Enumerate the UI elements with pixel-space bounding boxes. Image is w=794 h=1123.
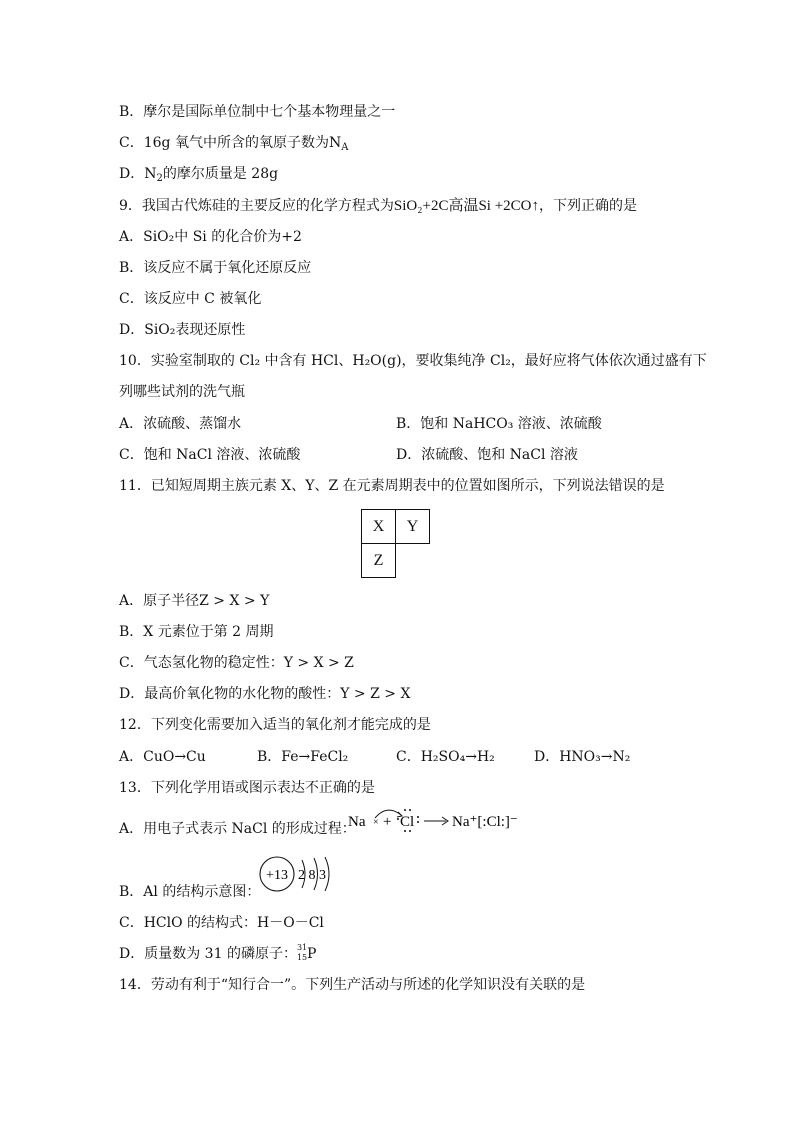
al-atom-structure-diagram — [258, 855, 348, 895]
q9-option-a: A．SiO₂中 Si 的化合价为+2 — [119, 229, 302, 245]
nucleus-charge: +13 — [266, 868, 288, 883]
nuclide-notation: 31 15 — [296, 943, 308, 962]
q10-stem-line2: 列哪些试剂的洗气瓶 — [119, 384, 245, 400]
periodic-table-fragment — [361, 509, 430, 578]
q13-option-b: B．Al 的结构示意图： — [119, 884, 261, 900]
q10-option-c: C．饱和 NaCl 溶液、浓硫酸 — [119, 447, 301, 463]
q13-option-d: D．质量数为 31 的磷原子： 31 15 P — [119, 943, 317, 962]
q12-option-d: D．HNO₃→N₂ — [534, 749, 631, 765]
nacl-product: Na⁺[:Cl:]⁻ — [452, 814, 518, 830]
q12-option-c: C．H₂SO₄→H₂ — [396, 749, 495, 765]
na-electron-cross: × — [373, 817, 379, 828]
q13-option-c: C．HClO 的结构式：H－O－Cl — [119, 915, 324, 931]
q12-option-a: A．CuO→Cu — [119, 749, 206, 765]
q11-stem: 11．已知短周期主族元素 X、Y、Z 在元素周期表中的位置如图所示，下列说法错误的是 — [119, 478, 665, 494]
plus-sign: + — [383, 814, 392, 830]
q13-option-a: A．用电子式表示 NaCl 的形成过程： — [119, 821, 356, 837]
q9-option-d: D．SiO₂表现还原性 — [119, 322, 246, 338]
cell-empty — [396, 544, 430, 578]
q10-stem-line1: 10．实验室制取的 Cl₂ 中含有 HCl、H₂O(g)，要收集纯净 Cl₂，最好应将气体依次通过盛有下 — [119, 353, 707, 369]
q9-option-b: B．该反应不属于氧化还原反应 — [119, 260, 312, 276]
q11-option-a: A．原子半径Z > X > Y — [119, 593, 270, 609]
nacl-formation-diagram — [345, 806, 530, 836]
q12-option-b: B．Fe→FeCl₂ — [257, 749, 349, 765]
cell-y: Y — [396, 510, 430, 544]
q11-option-d: D．最高价氧化物的水化物的酸性：Y > Z > X — [119, 686, 411, 702]
q10-option-d: D．浓硫酸、饱和 NaCl 溶液 — [396, 447, 578, 463]
na-symbol: Na — [348, 814, 366, 830]
q8-option-b: B．摩尔是国际单位制中七个基本物理量之一 — [119, 104, 396, 120]
q9-stem: 9．我国古代炼硅的主要反应的化学方程式为SiO₂+2C高温Si +2CO↑，下列正确的是 — [119, 198, 637, 214]
cell-x: X — [362, 510, 396, 544]
q8-option-c: C．16g 氧气中所含的氧原子数为$N_A$ — [119, 135, 349, 153]
q14-stem: 14．劳动有利于“知行合一”。下列生产活动与所述的化学知识没有关联的是 — [119, 977, 586, 993]
q10-option-b: B．饱和 NaHCO₃ 溶液、浓硫酸 — [396, 416, 602, 432]
q11-option-c: C．气态氢化物的稳定性：Y > X > Z — [119, 655, 354, 671]
q11-option-b: B．X 元素位于第 2 周期 — [119, 624, 274, 640]
cell-z: Z — [362, 544, 396, 578]
electron-shells: 2 8 3 — [298, 868, 326, 883]
q9-option-c: C．该反应中 C 被氧化 — [119, 291, 262, 307]
q12-stem: 12．下列变化需要加入适当的氧化剂才能完成的是 — [119, 717, 431, 733]
cl-symbol: Cl — [400, 814, 415, 830]
q10-option-a: A．浓硫酸、蒸馏水 — [119, 416, 242, 432]
q13-stem: 13．下列化学用语或图示表达不正确的是 — [119, 780, 375, 796]
q9-equation: SiO₂+2C高温Si +2CO↑ — [393, 198, 539, 214]
q8-option-d: D．$N_2$的摩尔质量是 28g — [119, 166, 279, 184]
